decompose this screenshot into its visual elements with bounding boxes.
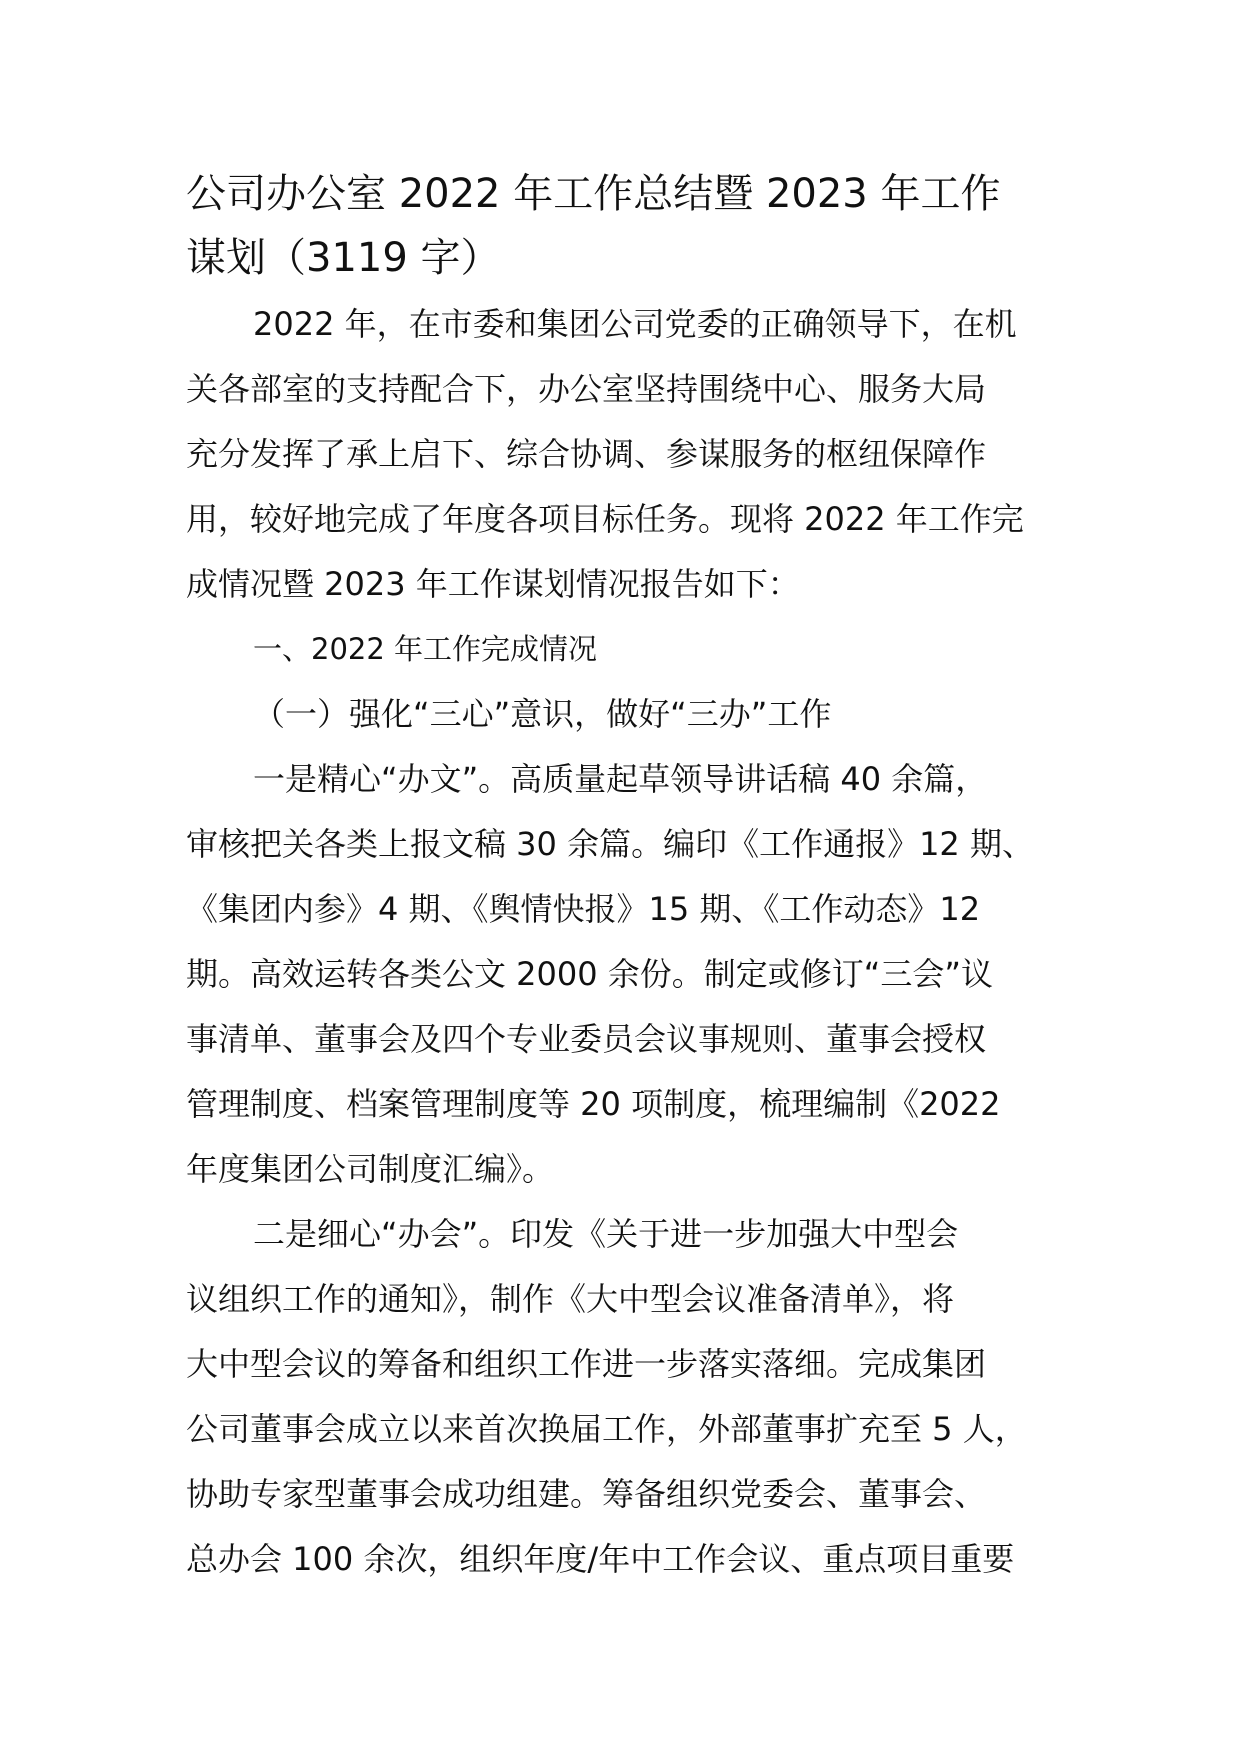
paragraph-intro-line-4: 用，较好地完成了年度各项目标任务。现将 2022 年工作完 [186,500,1024,538]
title-line-1: 公司办公室 2022 年工作总结暨 2023 年工作 [186,171,1001,217]
paragraph-writing-line-3: 《集团内参》4 期、《舆情快报》15 期、《工作动态》12 [186,890,981,928]
paragraph-meetings-line-3: 大中型会议的筹备和组织工作进一步落实落细。完成集团 [186,1345,987,1383]
paragraph-writing-line-4: 期。高效运转各类公文 2000 余份。制定或修订“三会”议 [186,955,993,993]
document-title [186,162,1066,290]
subsection-heading-1: （一）强化“三心”意识，做好“三办”工作 [253,695,832,733]
paragraph-meetings-line-2: 议组织工作的通知》，制作《大中型会议准备清单》，将 [186,1280,955,1318]
document-body [186,292,1066,1592]
paragraph-intro-line-2: 关各部室的支持配合下，办公室坚持围绕中心、服务大局 [186,370,987,408]
paragraph-writing-line-7: 年度集团公司制度汇编》。 [186,1150,555,1188]
paragraph-meetings-line-6: 总办会 100 余次，组织年度/年中工作会议、重点项目重要 [186,1540,1015,1578]
section-heading-1: 一、2022 年工作完成情况 [253,632,598,666]
paragraph-meetings-line-5: 协助专家型董事会成功组建。筹备组织党委会、董事会、 [186,1475,987,1513]
paragraph-meetings-line-4: 公司董事会成立以来首次换届工作，外部董事扩充至 5 人， [186,1410,1027,1448]
paragraph-writing-line-5: 事清单、董事会及四个专业委员会议事规则、董事会授权 [186,1020,987,1058]
paragraph-writing-line-2: 审核把关各类上报文稿 30 余篇。编印《工作通报》12 期、 [186,825,1034,863]
title-line-2: 谋划（3119 字） [186,235,501,281]
paragraph-intro-line-1: 2022 年，在市委和集团公司党委的正确领导下，在机 [253,305,1017,343]
paragraph-writing-line-1: 一是精心“办文”。高质量起草领导讲话稿 40 余篇， [253,760,988,798]
paragraph-intro-line-5: 成情况暨 2023 年工作谋划情况报告如下： [186,565,800,603]
paragraph-writing-line-6: 管理制度、档案管理制度等 20 项制度，梳理编制《2022 [186,1085,1001,1123]
paragraph-meetings-line-1: 二是细心“办会”。印发《关于进一步加强大中型会 [253,1215,959,1253]
paragraph-intro-line-3: 充分发挥了承上启下、综合协调、参谋服务的枢纽保障作 [186,435,987,473]
